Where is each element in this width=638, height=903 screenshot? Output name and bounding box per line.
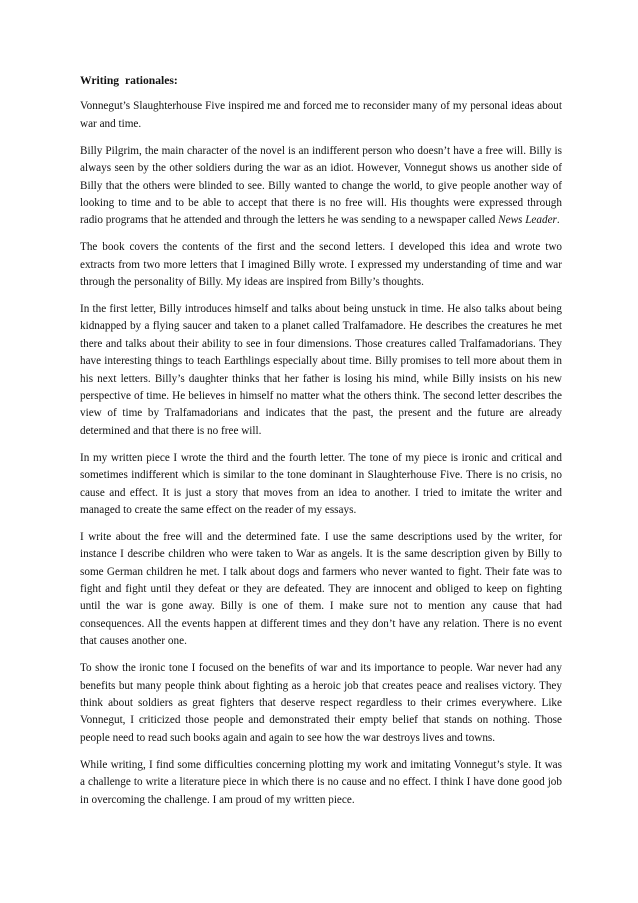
paragraph-2-text: Billy Pilgrim, the main character of the novel is an indifferent person who doesn’t have a free will. Billy is always seen by the other soldiers during the war as an idiot. However, Vonnegut shows us another side of Billy that the others were blinded to see. Billy wanted to change the world, to give people another way of looking to time and to be able to accept that there is no free will. His thoughts were expressed through radio programs that he attended and through the letters he was sending to a newspaper called	[80, 144, 562, 227]
document-heading: Writing rationales:	[80, 74, 178, 87]
paragraph-1: Vonnegut’s Slaughterhouse Five inspired me and forced me to reconsider many of my personal ideas about war and time.	[80, 100, 562, 130]
paragraph-6: I write about the free will and the determined fate. I use the same descriptions used by the writer, for instance I describe children who were taken to War as angels. It is the same description given by Billy to some German children he met. I talk about dogs and farmers who never wanted to fight. Their fate was to fight and fight until they defeat or they are defeated. They are innocent and obliged to keep on fighting until the war is gone away. Billy is one of them. I make sure not to mention any cause that had consequences. All the events happen at different times and they don’t have any relation. There is no event that causes another one.	[80, 530, 562, 648]
paragraph-7: To show the ironic tone I focused on the benefits of war and its importance to people. War never had any benefits but many people think about fighting as a heroic job that creates peace and realises victory. They think about soldiers as great fighters that deserve respect regardless to their crimes everywhere. Like Vonnegut, I criticized those people and demonstrated their empty belief that stands on nothing. Those people need to read such books again and again to see how the war destroys lives and towns.	[80, 662, 562, 744]
paragraph-4: In the first letter, Billy introduces himself and talks about being unstuck in time. He also talks about being kidnapped by a flying saucer and taken to a planet called Tralfamadore. He describes the creatures he met there and talks about their ability to see in four dimensions. Those creatures called Tralfamadorians. They have interesting things to teach Earthlings especially about time. Billy promises to tell more about them in his next letters. Billy’s daughter thinks that her father is losing his mind, while Billy insists on his new perspective of time. He believes in himself no matter what the others think. The second letter describes the view of time by Tralfamadorians and indicates that the past, the present and the future are already determined and that there is no free will.	[80, 302, 562, 437]
paragraph-8: While writing, I find some difficulties concerning plotting my work and imitating Vonnegut’s style. It was a challenge to write a literature piece in which there is no cause and no effect. I think I have done good job in overcoming the challenge. I am proud of my written piece.	[80, 758, 562, 806]
paragraph-3: The book covers the contents of the first and the second letters. I developed this idea and wrote two extracts from two more letters that I imagined Billy wrote. I expressed my understanding of time and war through the personality of Billy. My ideas are inspired from Billy’s thoughts.	[80, 241, 562, 289]
paragraph-2-end: .	[556, 214, 560, 227]
paragraph-2	[80, 143, 562, 230]
paragraph-5: In my written piece I wrote the third and the fourth letter. The tone of my piece is ironic and critical and sometimes indifferent which is similar to the tone dominant in Slaughterhouse Five. There is no crisis, no cause and effect. It is just a story that moves from an idea to another. I tried to imitate the writer and managed to create the same effect on the reader of my essays.	[80, 451, 562, 516]
newspaper-name: News Leader	[498, 214, 557, 227]
document-page	[80, 72, 562, 818]
